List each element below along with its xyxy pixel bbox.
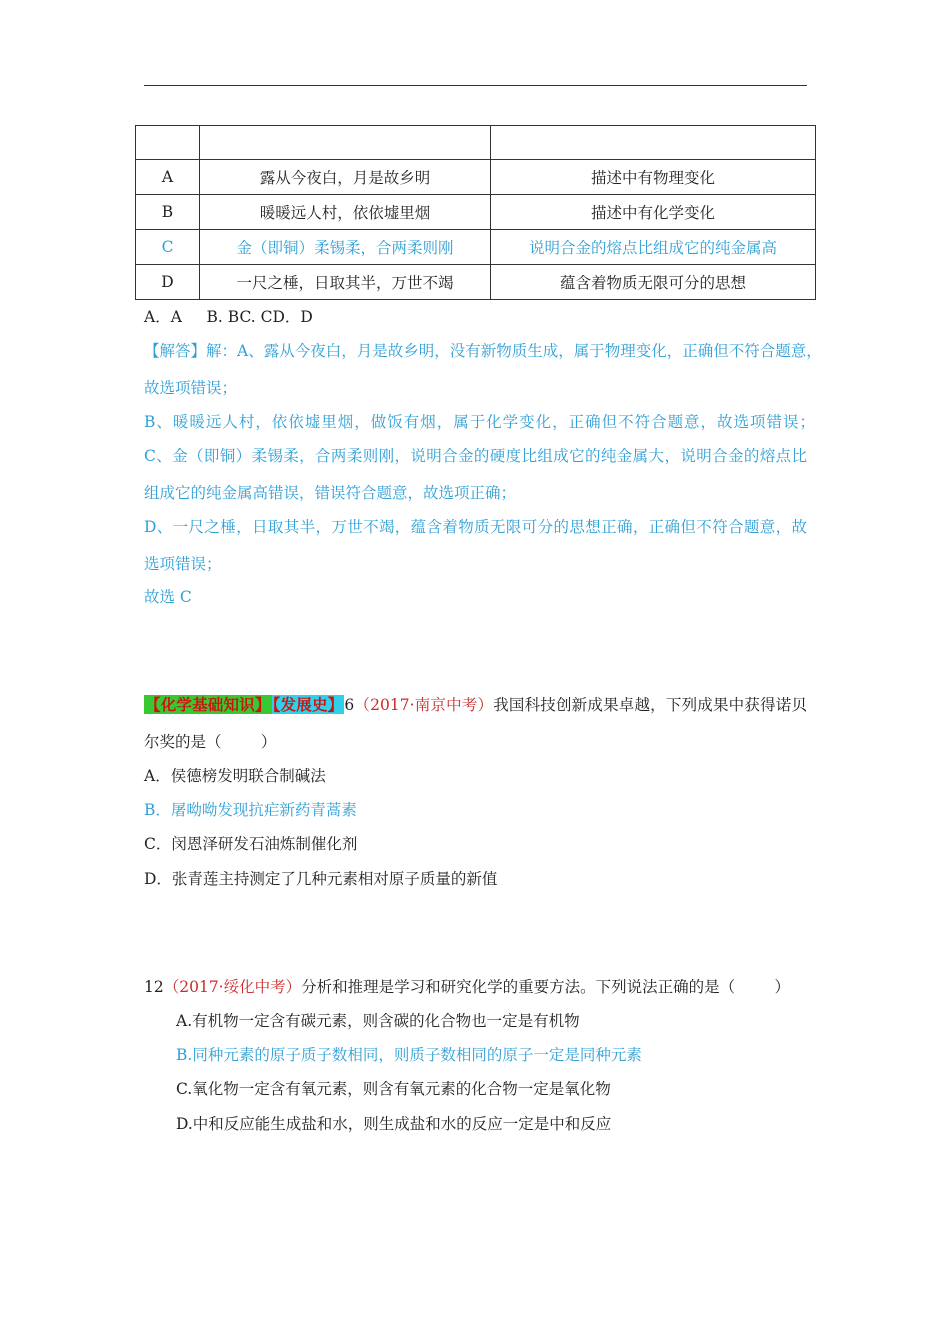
answer-tag: 【解答】 xyxy=(144,342,207,360)
table-header-cell xyxy=(136,126,200,160)
row-label: B xyxy=(136,195,200,230)
q1-answer-line: 故选项错误； xyxy=(144,379,238,397)
answer-text: D、一尺之棰，日取其半，万世不竭，蕴含着物质无限可分的思想正确，正确但不符合题意，故 xyxy=(144,518,807,536)
table-header-row xyxy=(136,126,816,160)
tag-chem-basics: 【化学基础知识】 xyxy=(145,695,271,714)
q2-stem-cont: 尔奖的是（ ） xyxy=(144,733,277,751)
q3-option-correct: B.同种元素的原子质子数相同，则质子数相同的原子一定是同种元素 xyxy=(176,1046,642,1064)
q2-option-correct: B．屠呦呦发现抗疟新药青蒿素 xyxy=(144,801,357,819)
row-col2: 说明合金的熔点比组成它的纯金属高 xyxy=(491,230,816,265)
q1-answer-line xyxy=(144,446,807,466)
header-rule xyxy=(144,85,807,86)
table-row xyxy=(136,265,816,300)
question-number: 12 xyxy=(144,978,164,996)
table-row-correct xyxy=(136,230,816,265)
row-col1: 金（即铜）柔锡柔，合两柔则刚 xyxy=(200,230,491,265)
question-table xyxy=(135,125,816,300)
q3-option: C.氧化物一定含有氧元素，则含有氧元素的化合物一定是氧化物 xyxy=(176,1080,611,1098)
answer-text: B、暖暖远人村，依依墟里烟，做饭有烟，属于化学变化，正确但不符合题意，故选项错误； xyxy=(144,413,815,431)
question-source: （2017·绥化中考） xyxy=(163,978,302,996)
row-col2: 描述中有物理变化 xyxy=(491,160,816,195)
question-source: （2017·南京中考） xyxy=(354,696,494,714)
row-label: D xyxy=(136,265,200,300)
row-col2: 蕴含着物质无限可分的思想 xyxy=(491,265,816,300)
row-col2: 描述中有化学变化 xyxy=(491,195,816,230)
q1-answer-line xyxy=(144,341,822,361)
q2-stem xyxy=(144,695,807,715)
answer-text: 解：A、露从今夜白，月是故乡明，没有新物质生成，属于物理变化，正确但不符合题意， xyxy=(206,342,822,360)
q2-option: C．闵恩泽研发石油炼制催化剂 xyxy=(144,835,358,853)
q2-option: D．张青莲主持测定了几种元素相对原子质量的新值 xyxy=(144,870,498,888)
q2-option: A．侯德榜发明联合制碱法 xyxy=(144,767,326,785)
q3-option: A.有机物一定含有碳元素，则含碳的化合物也一定是有机物 xyxy=(176,1012,580,1030)
q1-answer-line: 故选 C xyxy=(144,588,192,606)
row-col1: 露从今夜白，月是故乡明 xyxy=(200,160,491,195)
question-stem: 我国科技创新成果卓越，下列成果中获得诺贝 xyxy=(493,696,807,714)
table-header-cell xyxy=(491,126,816,160)
row-col1: 一尺之棰，日取其半，万世不竭 xyxy=(200,265,491,300)
q1-options: A．A B. BC. CD．D xyxy=(144,308,313,326)
row-label: C xyxy=(136,230,200,265)
q3-option: D.中和反应能生成盐和水，则生成盐和水的反应一定是中和反应 xyxy=(176,1115,612,1133)
row-col1: 暖暖远人村，依依墟里烟 xyxy=(200,195,491,230)
row-label: A xyxy=(136,160,200,195)
question-number: 6 xyxy=(344,696,355,714)
table-row xyxy=(136,195,816,230)
q1-answer-line: 选项错误； xyxy=(144,555,222,573)
q1-answer-line xyxy=(144,412,815,432)
q1-answer-line: 组成它的纯金属高错误，错误符合题意，故选项正确； xyxy=(144,484,517,502)
table-header-cell xyxy=(200,126,491,160)
question-stem: 分析和推理是学习和研究化学的重要方法。下列说法正确的是（ ） xyxy=(301,978,791,996)
q3-stem xyxy=(144,977,790,997)
table-row xyxy=(136,160,816,195)
answer-text: C、金（即铜）柔锡柔，合两柔则刚，说明合金的硬度比组成它的纯金属大，说明合金的熔点比 xyxy=(144,447,807,465)
q1-answer-line xyxy=(144,517,807,537)
tag-history: 【发展史】 xyxy=(272,695,344,714)
